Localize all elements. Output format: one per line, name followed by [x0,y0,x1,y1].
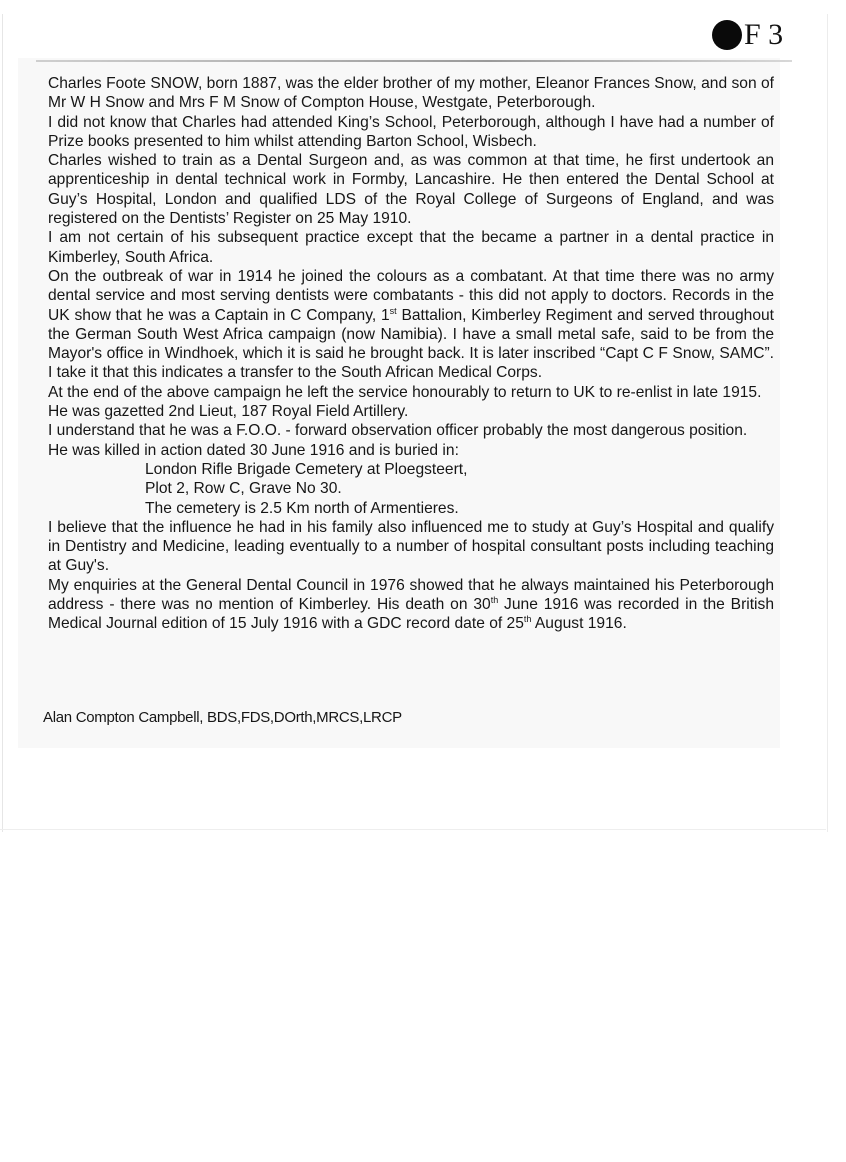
paragraph-training: Charles wished to train as a Dental Surgeon and, as was common at that time, he first undertook an apprenticeship in dental technical work in Formby, Lancashire. He then entered the Dental School at Guy’s Hospital, London and qualified LDS of the Royal College of Surgeons of England, and was registered on the Dentists’ Register on 25 May 1910. [48,152,774,228]
paragraph-intro: Charles Foote SNOW, born 1887, was the elder brother of my mother, Eleanor Frances Snow, and son of Mr W H Snow and Mrs F M Snow of Compton House, Westgate, Peterborough. [48,75,774,112]
paragraph-foo: I understand that he was a F.O.O. - forward observation officer probably the most dangerous position. [48,422,748,440]
filled-circle-icon [712,20,742,50]
ordinal-suffix: st [389,305,397,316]
ordinal-suffix: th [523,614,532,625]
header-rule [36,60,792,62]
gdc-text-part3: August 1916. [531,615,627,633]
war-text-part1: On the outbreak of war in 1914 he joined the colours as a combatant. At that time there was no army dental service and most serving dentists were combatants - this did not apply to doctors. Records in the UK show that he was a Captain in C Company, 1 [48,267,774,324]
gdc-text-part1: My enquiries at the General Dental Council in 1976 showed that he always maintained his Peterborough address - there was no mention of Kimberley. His death on 30 [48,576,774,614]
page-label: F 3 [744,18,784,51]
scan-edge [0,829,826,830]
paragraph-killed: He was killed in action dated 30 June 1916 and is buried in: [48,441,459,459]
document-body [48,74,774,634]
burial-cemetery: London Rifle Brigade Cemetery at Ploegsteert, [145,460,468,478]
author-signature: Alan Compton Campbell, BDS,FDS,DOrth,MRCS,LRCP [43,709,402,726]
burial-location: The cemetery is 2.5 Km north of Armentieres. [145,499,459,517]
page-marker [712,18,783,52]
gdc-text-part2: June 1916 was recorded in the British Medical Journal edition of 15 July 1916 with a GDC record date of 25 [48,596,774,633]
paragraph-influence: I believe that the influence he had in his family also influenced me to study at Guy’s Hospital and qualify in Dentistry and Medicine, leading eventually to a number of hospital consultant posts including teaching at Guy's. [48,518,774,575]
paragraph-gazetted: He was gazetted 2nd Lieut, 187 Royal Field Artillery. [48,403,409,421]
paragraph-school: I did not know that Charles had attended King’s School, Peterborough, although I have had a number of Prize books presented to him whilst attending Barton School, Wisbech. [48,113,774,150]
paragraph-war [48,267,774,383]
paragraph-practice: I am not certain of his subsequent practice except that the became a partner in a dental practice in Kimberley, South Africa. [48,229,774,266]
ordinal-suffix: th [490,595,499,606]
paragraph-reenlist: At the end of the above campaign he left the service honourably to return to UK to re-enlist in late 1915. [48,383,762,401]
paragraph-gdc [48,576,774,634]
burial-plot: Plot 2, Row C, Grave No 30. [145,480,342,498]
war-text-part2: Battalion, Kimberley Regiment and served throughout the German South West Africa campaign (now Namibia). I have a small metal safe, said to be from the Mayor's office in Windhoek, which it is said he brought back. It is later inscribed “Capt C F Snow, SAMC”. I take it that this indicates a transfer to the South African Medical Corps. [48,306,774,382]
